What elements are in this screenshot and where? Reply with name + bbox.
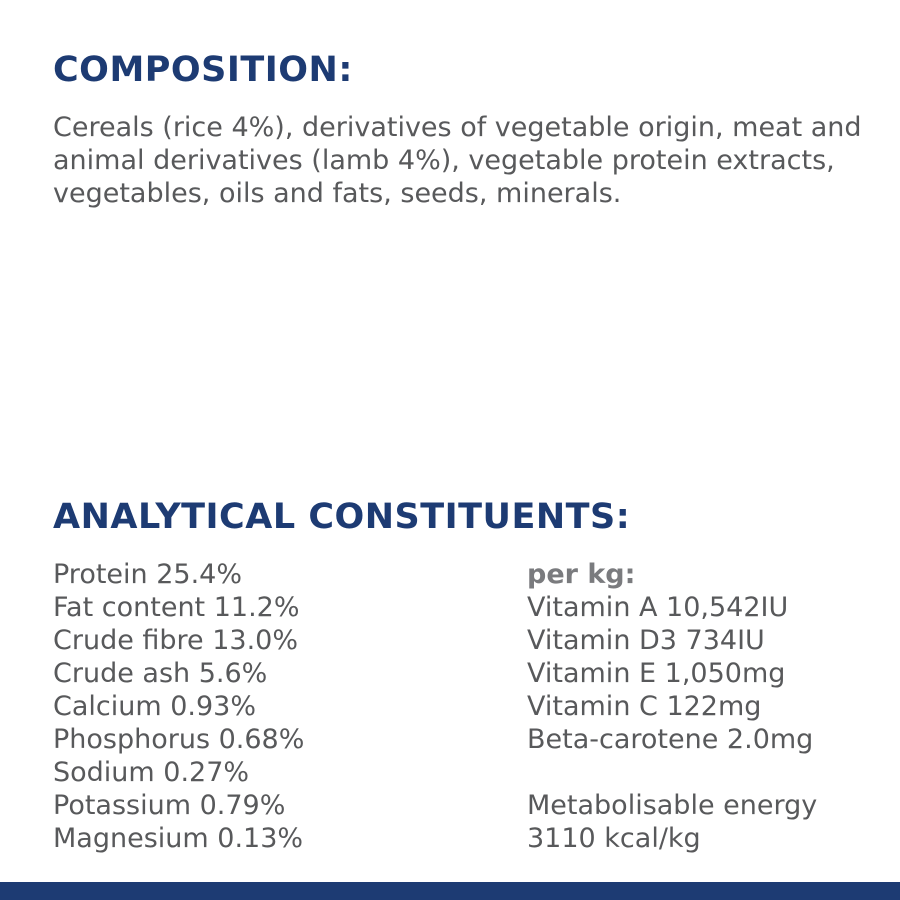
vitamin-item: Vitamin E 1,050mg: [527, 658, 786, 689]
constituent-item: Crude fibre 13.0%: [53, 625, 299, 656]
vitamin-item: Vitamin D3 734IU: [527, 625, 765, 656]
constituent-item: Protein 25.4%: [53, 559, 242, 590]
vitamin-item: Vitamin C 122mg: [527, 691, 762, 722]
constituent-item: Fat content 11.2%: [53, 592, 300, 623]
list-spacer: [527, 756, 817, 789]
analytical-constituents-heading: ANALYTICAL CONSTITUENTS:: [53, 497, 631, 537]
constituent-item: Calcium 0.93%: [53, 691, 257, 722]
constituent-item: Magnesium 0.13%: [53, 823, 304, 854]
energy-value: 3110 kcal/kg: [527, 823, 701, 854]
composition-heading: COMPOSITION:: [53, 50, 353, 90]
constituent-item: Sodium 0.27%: [53, 757, 250, 788]
vitamin-item: Vitamin A 10,542IU: [527, 592, 789, 623]
constituents-list: [53, 558, 304, 855]
constituent-item: Phosphorus 0.68%: [53, 724, 305, 755]
vitamin-item: Beta-carotene 2.0mg: [527, 724, 814, 755]
composition-text: Cereals (rice 4%), derivatives of vegetable origin, meat and animal derivatives (lamb 4%), vegetable protein extracts, vegetables, oils and fats, seeds, minerals.: [53, 112, 862, 209]
bottom-bar: [0, 882, 900, 900]
per-kg-label: per kg:: [527, 559, 636, 590]
constituent-item: Potassium 0.79%: [53, 790, 286, 821]
constituent-item: Crude ash 5.6%: [53, 658, 268, 689]
per-kg-list: [527, 558, 817, 855]
energy-label: Metabolisable energy: [527, 790, 818, 821]
